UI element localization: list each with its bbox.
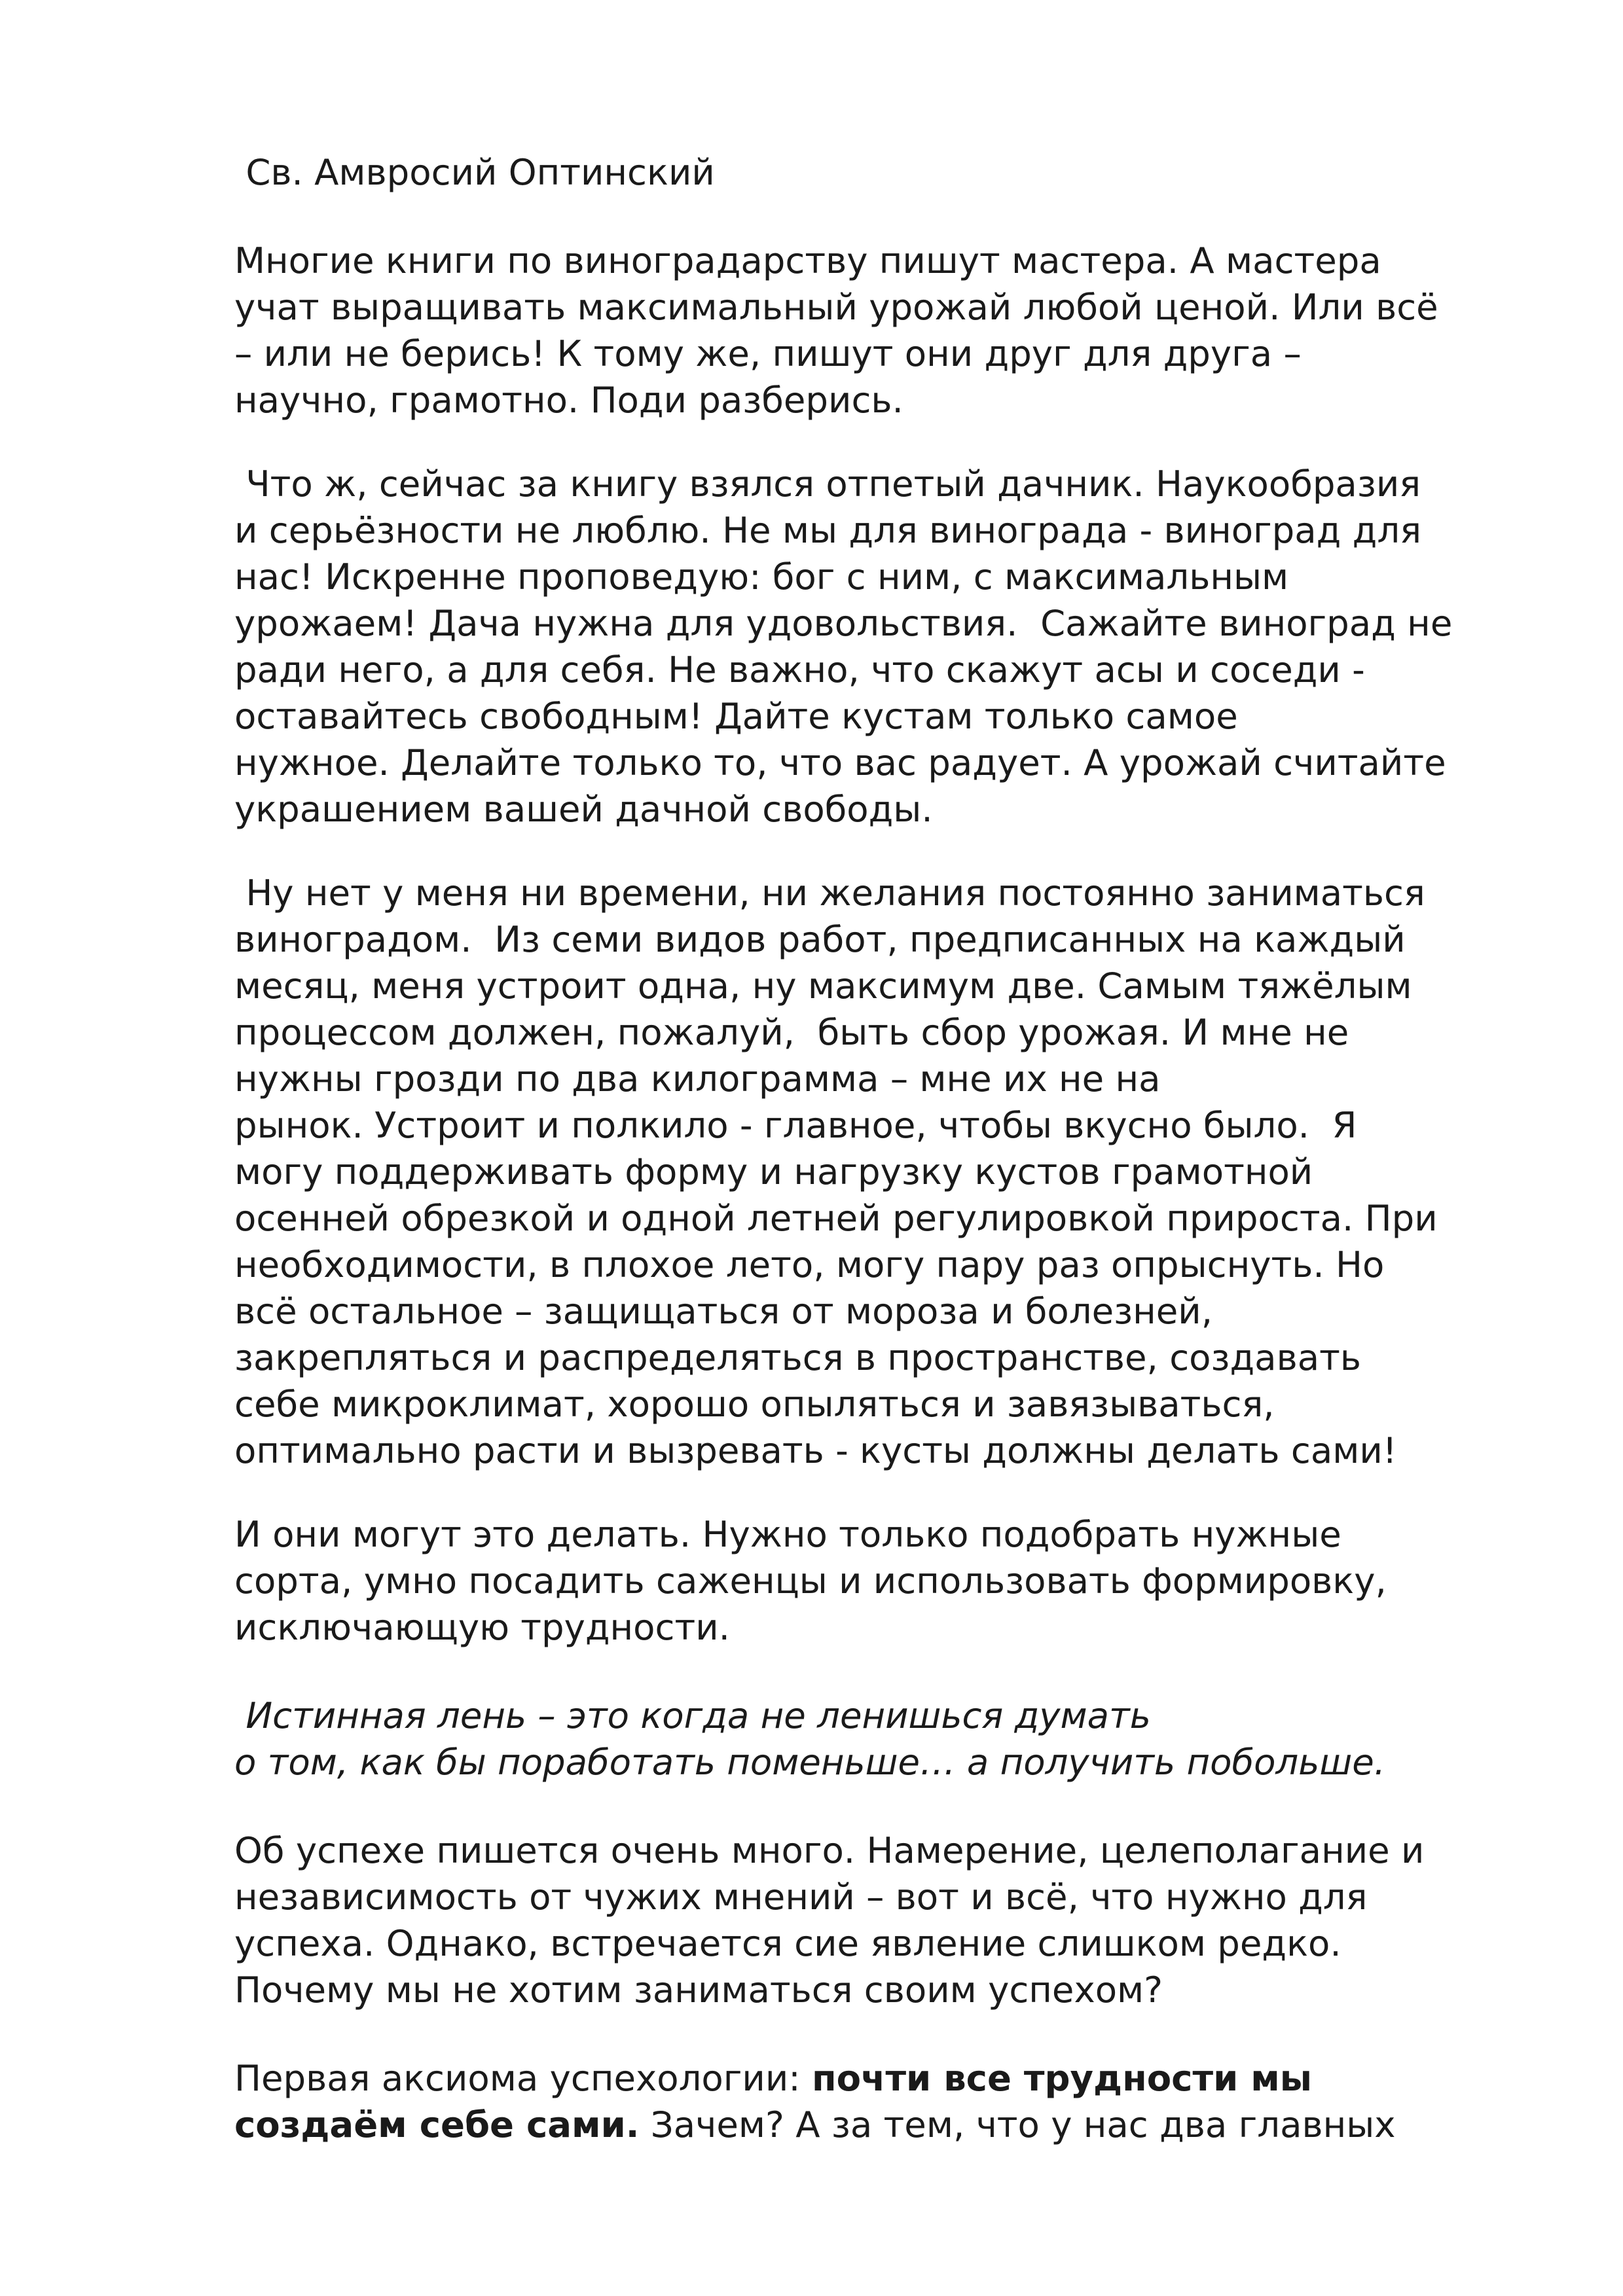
- text-line: Что ж, сейчас за книгу взялся отпетый дачник. Наукообразия: [234, 463, 1421, 505]
- text-line: Почему мы не хотим заниматься своим успехом?: [234, 1969, 1163, 2011]
- text-line: урожаем! Дача нужна для удовольствия. Сажайте виноград не: [234, 602, 1453, 644]
- quote-laziness: [234, 1693, 1518, 1785]
- text-line: нужны грозди по два килограмма – мне их не на: [234, 1058, 1161, 1100]
- text-line: оставайтесь свободным! Дайте кустам только самое: [234, 695, 1238, 737]
- paragraph-success: [234, 1827, 1518, 2013]
- text-line: успеха. Однако, встречается сие явление слишком редко.: [234, 1922, 1341, 1964]
- text-line: себе микроклимат, хорошо опыляться и завязываться,: [234, 1383, 1275, 1425]
- text-line: всё остальное – защищаться от мороза и болезней,: [234, 1290, 1213, 1332]
- axiom-tail: Зачем? А за тем, что у нас два главных: [639, 2104, 1396, 2145]
- text-line: украшением вашей дачной свободы.: [234, 788, 933, 830]
- text-line: [234, 2102, 1518, 2148]
- text-line: и серьёзности не люблю. Не мы для винограда - виноград для: [234, 509, 1421, 551]
- text-line: нас! Искренне проповедую: бог с ним, с максимальным: [234, 556, 1289, 598]
- text-line: нужное. Делайте только то, что вас радует. А урожай считайте: [234, 742, 1446, 783]
- paragraph-axiom: [234, 2055, 1518, 2148]
- text-line: научно, грамотно. Поди разберись.: [234, 379, 903, 421]
- text-line: закрепляться и распределяться в пространстве, создавать: [234, 1336, 1361, 1378]
- document-page: [234, 149, 1518, 2148]
- spacer: [234, 1474, 1518, 1511]
- text-line: Об успехе пишется очень много. Намерение, целеполагание и: [234, 1829, 1425, 1871]
- text-line: учат выращивать максимальный урожай любой ценой. Или всё: [234, 286, 1438, 328]
- text-line: осенней обрезкой и одной летней регулировкой прироста. При: [234, 1197, 1438, 1239]
- text-line: Многие книги по виноградарству пишут мастера. А мастера: [234, 240, 1381, 281]
- text-line: И они могут это делать. Нужно только подобрать нужные: [234, 1513, 1341, 1555]
- axiom-emphasis: почти все трудности мы: [811, 2057, 1313, 2099]
- text-line: рынок. Устроит и полкило - главное, чтобы вкусно было. Я: [234, 1104, 1357, 1146]
- spacer: [234, 1651, 1518, 1693]
- axiom-lead: Первая аксиома успехологии:: [234, 2057, 812, 2099]
- spacer: [234, 1785, 1518, 1827]
- quote-line: Истинная лень – это когда не ленишься думать: [234, 1695, 1151, 1736]
- axiom-emphasis: создаём себе сами.: [234, 2104, 640, 2145]
- spacer: [234, 833, 1518, 870]
- paragraph-intro: [234, 238, 1518, 423]
- text-line: сорта, умно посадить саженцы и использовать формировку,: [234, 1560, 1387, 1602]
- spacer: [234, 423, 1518, 461]
- epigraph-author: Св. Амвросий Оптинский: [234, 151, 715, 193]
- text-line: месяц, меня устроит одна, ну максимум две. Самым тяжёлым: [234, 965, 1412, 1007]
- text-line: процессом должен, пожалуй, быть сбор урожая. И мне не: [234, 1011, 1349, 1053]
- text-line: независимость от чужих мнений – вот и всё, что нужно для: [234, 1876, 1368, 1918]
- text-line: Ну нет у меня ни времени, ни желания постоянно заниматься: [234, 872, 1425, 914]
- paragraph-time: [234, 870, 1518, 1474]
- text-line: – или не берись! К тому же, пишут они друг для друга –: [234, 332, 1302, 374]
- text-line: могу поддерживать форму и нагрузку кустов грамотной: [234, 1151, 1313, 1193]
- text-line: виноградом. Из семи видов работ, предписанных на каждый: [234, 918, 1406, 960]
- paragraph-dacha: [234, 461, 1518, 833]
- text-line: исключающую трудности.: [234, 1606, 730, 1648]
- text-line: оптимально расти и вызревать - кусты должны делать сами!: [234, 1429, 1397, 1471]
- text-line: необходимости, в плохое лето, могу пару раз опрыснуть. Но: [234, 1244, 1385, 1285]
- text-line: [234, 2055, 1518, 2102]
- spacer: [234, 2013, 1518, 2055]
- text-line: ради него, а для себя. Не важно, что скажут асы и соседи -: [234, 649, 1365, 691]
- spacer: [234, 196, 1518, 238]
- paragraph-varieties: [234, 1511, 1518, 1651]
- quote-line: о том, как бы поработать поменьше… а получить побольше.: [234, 1741, 1386, 1783]
